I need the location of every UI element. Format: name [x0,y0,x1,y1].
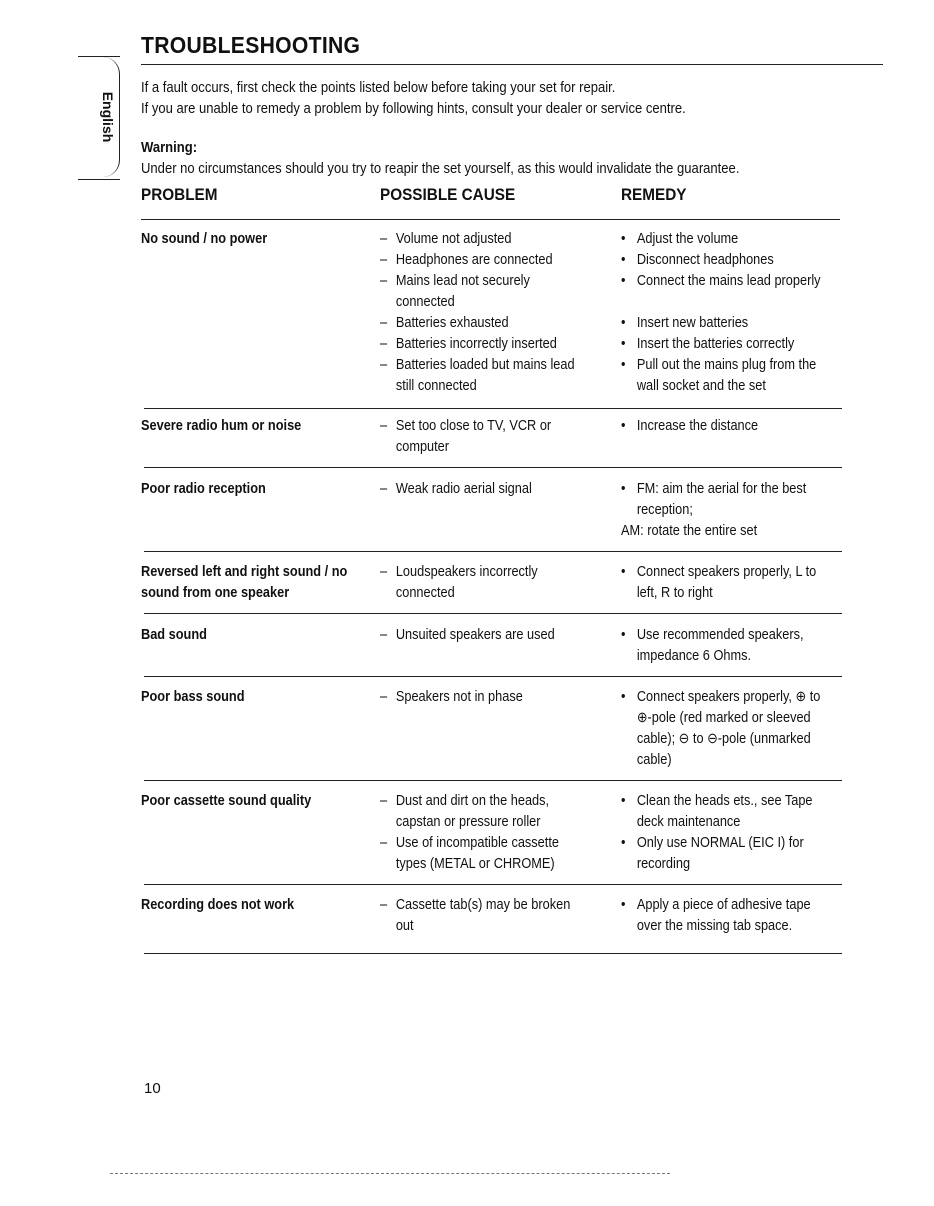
problem-label: Severe radio hum or noise [141,418,302,434]
page-title: TROUBLESHOOTING [141,32,361,58]
cause-list [380,895,591,937]
cause-item: – Weak radio aerial signal [380,481,532,497]
row-rule [144,953,842,954]
header-remedy: REMEDY [621,185,687,204]
intro-line: If you are unable to remedy a problem by following hints, consult your dealer or service centre. [141,101,686,117]
remedy-item: • Insert new batteries [621,315,749,331]
problem-label: Poor cassette sound quality [141,793,312,809]
remedy-item: • Insert the batteries correctly [621,336,795,352]
row-rule [144,551,842,552]
header-problem: PROBLEM [141,185,218,204]
cause-list [380,229,591,397]
remedy-item: • Connect speakers properly, L to left, R to right [621,564,817,601]
problem-label: Poor radio reception [141,481,266,497]
cause-item: – Unsuited speakers are used [380,627,555,643]
row-rule [144,613,842,614]
cause-list [380,687,591,708]
remedy-item: • Apply a piece of adhesive tape over the missing tab space. [621,897,811,934]
problem-label: Recording does not work [141,897,295,913]
remedy-list [621,687,832,771]
cause-list [380,479,591,500]
cause-item: – Speakers not in phase [380,689,523,705]
remedy-item: • Increase the distance [621,418,759,434]
cause-item: – Headphones are connected [380,252,553,268]
language-label: English [100,91,116,143]
cause-item: – Set too close to TV, VCR or computer [380,418,552,455]
intro-line: If a fault occurs, first check the points listed below before taking your set for repair. [141,80,616,96]
remedy-item: • Connect the mains lead properly [621,273,821,289]
problem-label: Bad sound [141,627,207,643]
cause-item: – Dust and dirt on the heads, capstan or pressure roller [380,793,550,830]
row-rule [144,780,842,781]
cause-item: – Batteries exhausted [380,315,509,331]
remedy-item: • Adjust the volume [621,231,739,247]
row-rule [144,408,842,409]
remedy-item: • Clean the heads ets., see Tape deck maintenance [621,793,813,830]
remedy-item: • Only use NORMAL (EIC I) for recording [621,835,804,872]
remedy-item: • Connect speakers properly, ⊕ to ⊕-pole (red marked or sleeved cable); ⊖ to ⊖-pole (unmarked cable) [621,689,821,768]
remedy-item: • Use recommended speakers, impedance 6 Ohms. [621,627,804,664]
cause-list [380,562,591,604]
intro-text [141,78,825,180]
page-number: 10 [144,1080,161,1097]
remedy-list [621,791,832,875]
remedy-list [621,625,832,667]
remedy-item: • Pull out the mains plug from the wall socket and the set [621,357,817,394]
row-rule [144,676,842,677]
remedy-continuation: AM: rotate the entire set [621,523,758,539]
remedy-item: • Disconnect headphones [621,252,774,268]
problem-label: No sound / no power [141,231,268,247]
cause-item: – Loudspeakers incorrectly connected [380,564,538,601]
header-rule [141,219,840,220]
remedy-list [621,562,832,604]
remedy-item: • FM: aim the aerial for the best reception; [621,481,807,518]
problem-label: Reversed left and right sound / no sound from one speaker [141,564,348,601]
row-rule [144,884,842,885]
cause-item: – Batteries incorrectly inserted [380,336,557,352]
warning-text: Under no circumstances should you try to reapir the set yourself, as this would invalidate the guarantee. [141,161,740,177]
cause-item: – Use of incompatible cassette types (METAL or CHROME) [380,835,559,872]
scan-artifact [110,1173,670,1175]
problem-label: Poor bass sound [141,689,245,705]
cause-item: – Batteries loaded but mains lead still connected [380,357,575,394]
cause-list [380,791,591,875]
warning-label: Warning: [141,140,198,156]
cause-item: – Cassette tab(s) may be broken out [380,897,571,934]
title-rule [141,64,883,65]
remedy-list [621,895,832,937]
language-tab [78,56,120,180]
remedy-list [621,229,832,397]
row-rule [144,467,842,468]
cause-list [380,625,591,646]
remedy-list [621,479,832,542]
header-cause: POSSIBLE CAUSE [380,185,516,204]
cause-item: – Mains lead not securely connected [380,273,530,310]
remedy-list [621,416,832,437]
cause-list [380,416,591,458]
cause-item: – Volume not adjusted [380,231,512,247]
